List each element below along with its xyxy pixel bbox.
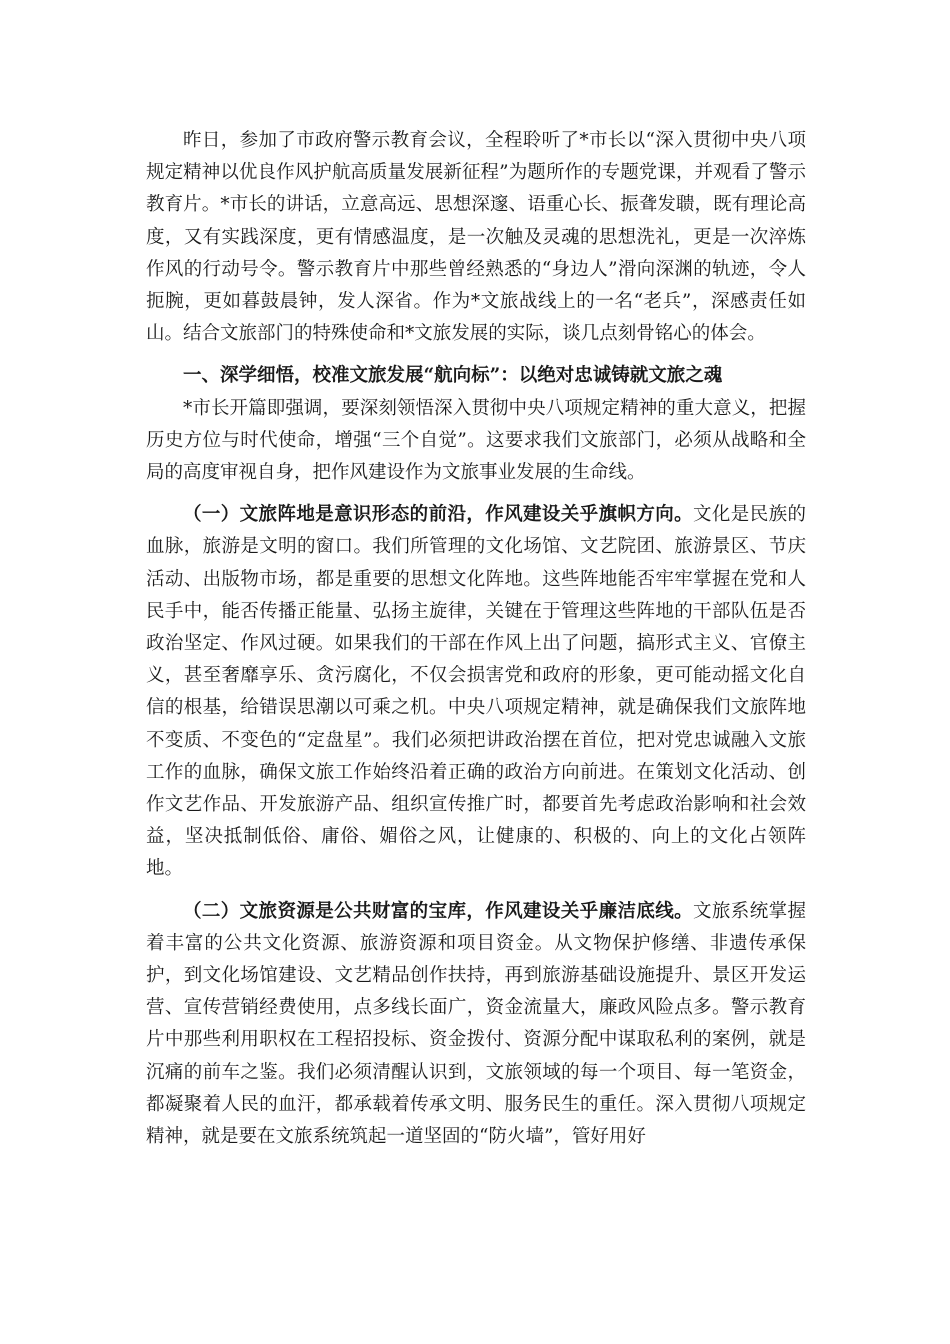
point-1-paragraph xyxy=(146,499,806,885)
section-1-heading: 一、深学细悟，校准文旅发展“航向标”：以绝对忠诚铸就文旅之魂 xyxy=(183,365,723,387)
point-2-lead: （二）文旅资源是公共财富的宝库，作风建设关乎廉洁底线。 xyxy=(183,900,694,922)
section-1-intro-paragraph: *市长开篇即强调，要深刻领悟深入贯彻中央八项规定精神的重大意义，把握历史方位与时代使命，增强“三个自觉”。这要求我们文旅部门，必须从战略和全局的高度审视自身，把作风建设作为文旅事业发展的生命线。 xyxy=(146,397,806,484)
document-page xyxy=(146,125,806,1153)
point-2-paragraph xyxy=(146,896,806,1154)
intro-paragraph: 昨日，参加了市政府警示教育会议，全程聆听了*市长以“深入贯彻中央八项规定精神以优良作风护航高质量发展新征程”为题所作的专题党课，并观看了警示教育片。*市长的讲话，立意高远、思想深邃、语重心长、振聋发聩，既有理论高度，又有实践深度，更有情感温度，是一次触及灵魂的思想洗礼，更是一次淬炼作风的行动号令。警示教育片中那些曾经熟悉的“身边人”滑向深渊的轨迹，令人扼腕，更如暮鼓晨钟，发人深省。作为*文旅战线上的一名“老兵”，深感责任如山。结合文旅部门的特殊使命和*文旅发展的实际，谈几点刻骨铭心的体会。 xyxy=(146,130,806,345)
point-1-lead: （一）文旅阵地是意识形态的前沿，作风建设关乎旗帜方向。 xyxy=(183,504,694,526)
point-2-body: 文旅系统掌握着丰富的公共文化资源、旅游资源和项目资金。从文物保护修缮、非遗传承保护，到文化场馆建设、文艺精品创作扶持，再到旅游基础设施提升、景区开发运营、宣传营销经费使用，点多线长面广，资金流量大，廉政风险点多。警示教育片中那些利用职权在工程招投标、资金拨付、资源分配中谋取私利的案例，就是沉痛的前车之鉴。我们必须清醒认识到，文旅领域的每一个项目、每一笔资金，都凝聚着人民的血汗，都承载着传承文明、服务民生的重任。深入贯彻八项规定精神，就是要在文旅系统筑起一道坚固的“防火墙”，管好用好 xyxy=(146,900,806,1148)
point-1-body: 文化是民族的血脉，旅游是文明的窗口。我们所管理的文化场馆、文艺院团、旅游景区、节庆活动、出版物市场，都是重要的思想文化阵地。这些阵地能否牢牢掌握在党和人民手中，能否传播正能量、弘扬主旋律，关键在于管理这些阵地的干部队伍是否政治坚定、作风过硬。如果我们的干部在作风上出了问题，搞形式主义、官僚主义，甚至奢靡享乐、贪污腐化，不仅会损害党和政府的形象，更可能动摇文化自信的根基，给错误思潮以可乘之机。中央八项规定精神，就是确保我们文旅阵地不变质、不变色的“定盘星”。我们必须把讲政治摆在首位，把对党忠诚融入文旅工作的血脉，确保文旅工作始终沿着正确的政治方向前进。在策划文化活动、创作文艺作品、开发旅游产品、组织宣传推广时，都要首先考虑政治影响和社会效益，坚决抵制低俗、庸俗、媚俗之风，让健康的、积极的、向上的文化占领阵地。 xyxy=(146,504,806,880)
